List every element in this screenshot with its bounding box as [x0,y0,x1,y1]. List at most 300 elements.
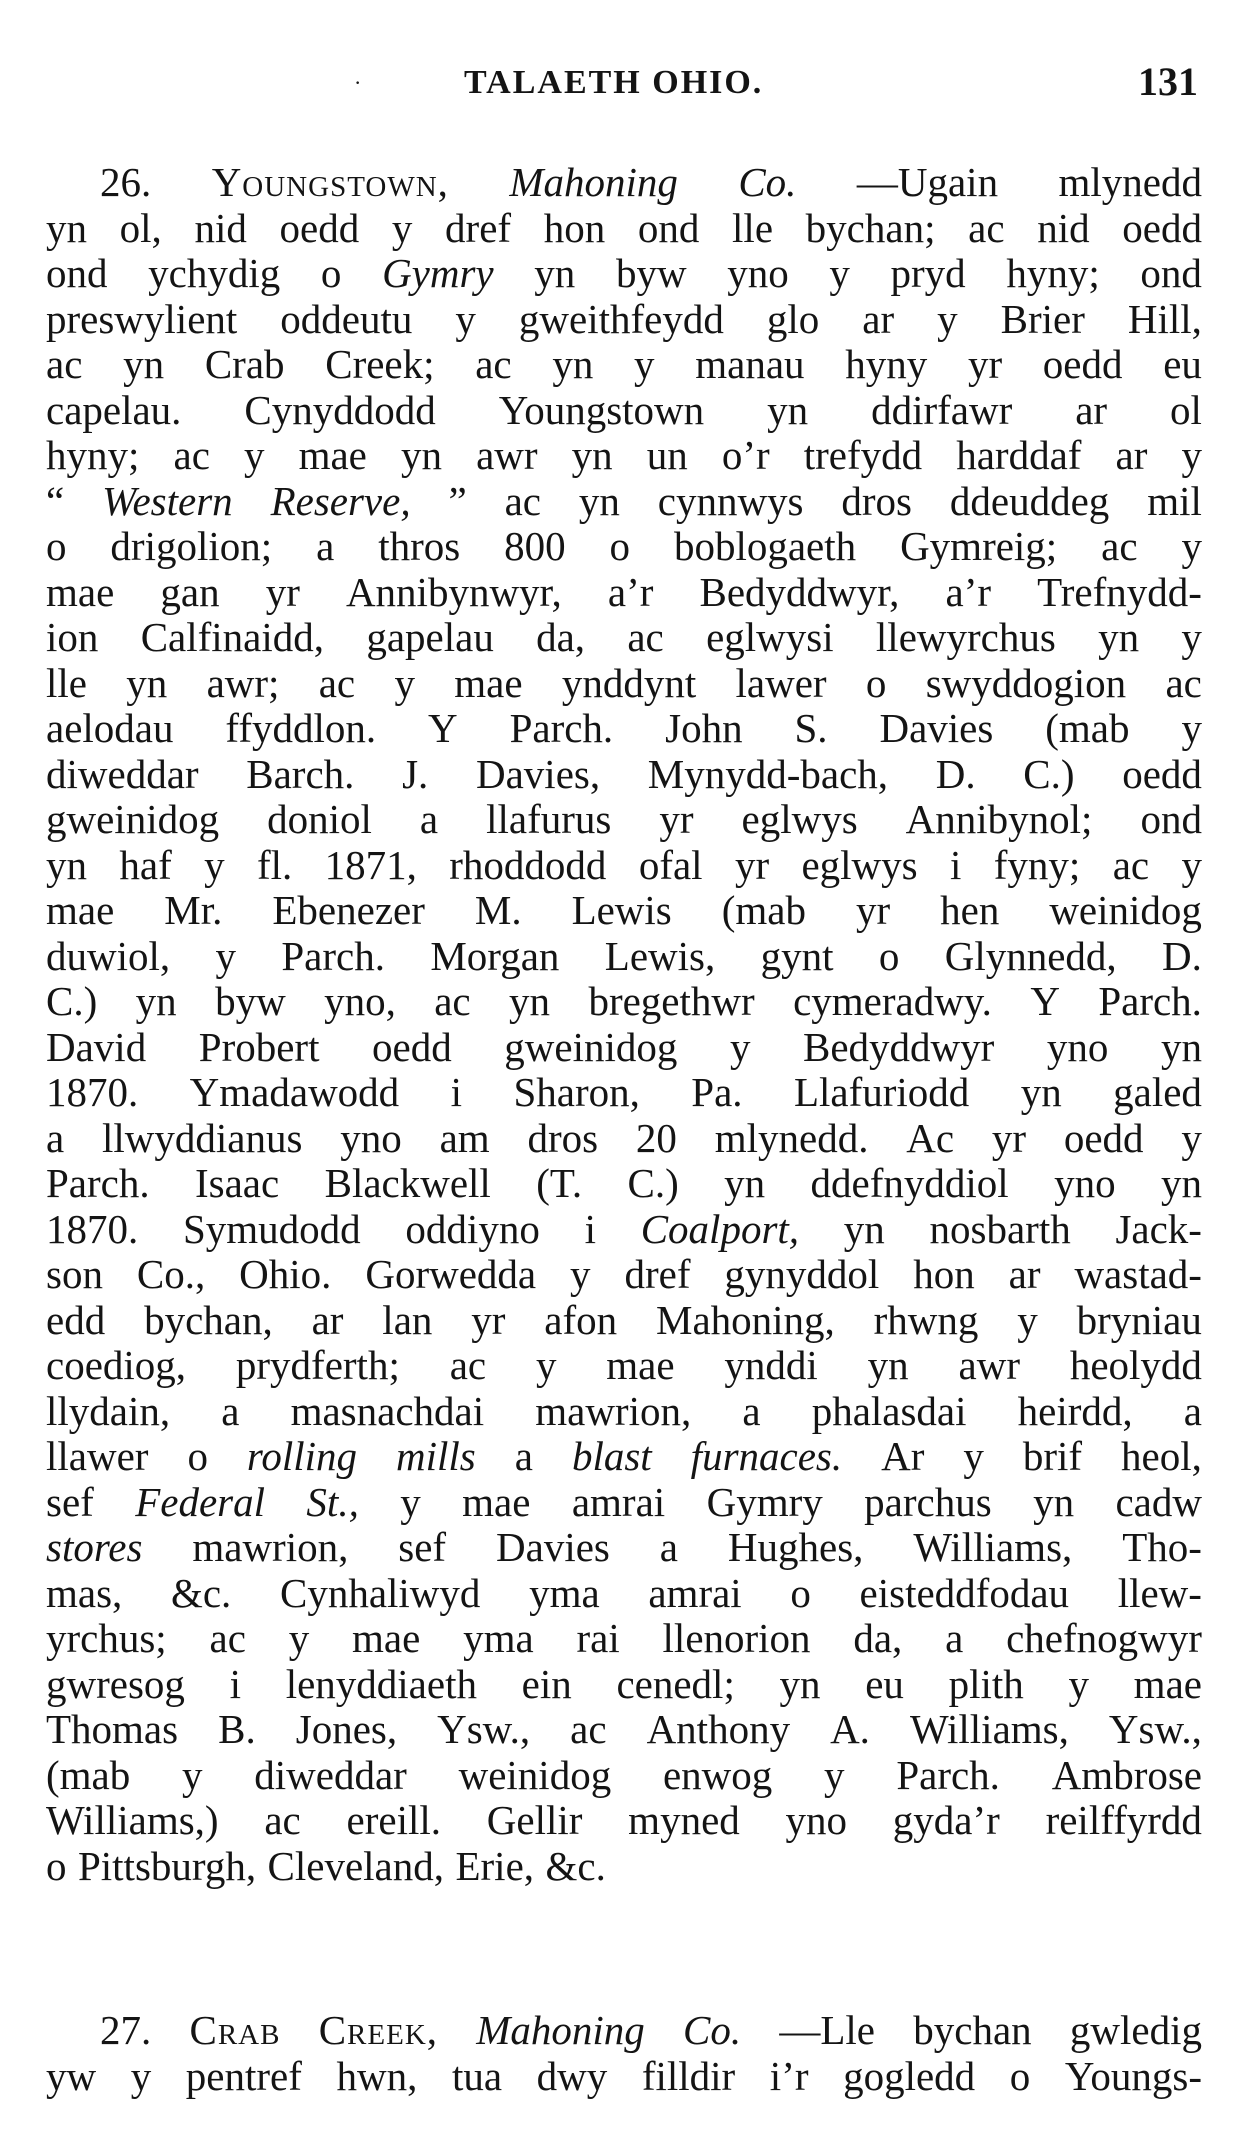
word: swyddogion [925,659,1127,706]
word: Gymry [382,250,494,296]
word: i [229,1660,242,1707]
word: diweddar [254,1751,407,1798]
word: mae [1133,1660,1202,1707]
word: Parch. [281,932,385,979]
text-line [46,2008,1202,2054]
word: Williams, [909,1706,1069,1752]
word: yr [471,1296,506,1343]
word: y [391,204,413,251]
text-line [46,1707,1202,1753]
text-line [46,570,1202,616]
word: lan [382,1296,433,1343]
word: Western [102,477,233,524]
text-line [46,1753,1202,1799]
word: brif [1022,1433,1083,1479]
word: heirdd, [1017,1387,1133,1434]
word: John [665,705,743,751]
text-line [46,752,1202,798]
word: yn [1020,1069,1062,1115]
word: Y [1030,978,1060,1024]
word: oedd [1122,204,1202,251]
word: ac [504,477,541,524]
word: ynddi [724,1342,818,1388]
word: Blackwell [324,1160,491,1206]
word: yn [46,841,87,888]
word: Tho- [1122,1524,1202,1570]
text-line [46,1798,1202,1844]
word: son [46,1251,103,1297]
word: afon [544,1296,618,1343]
word: y [1181,523,1202,569]
word: filldir [641,2052,736,2099]
word: myned [628,1797,740,1843]
word: hyny; [46,432,140,478]
word: ychydig [148,250,281,296]
word: harddaf [956,432,1082,478]
word: thros [378,523,461,569]
word: y [204,841,225,888]
word: “ [46,477,65,524]
word: doniol [267,796,372,842]
word: Ac [906,1114,955,1161]
text-line [46,1070,1202,1116]
word: furnaces. [690,1433,843,1479]
word: llawer [46,1433,149,1479]
word: ynddynt [561,659,697,706]
word: nid [194,204,247,251]
text-line [46,1844,1202,1890]
word: Bedyddwyr, [699,568,900,615]
word: bychan, [144,1296,273,1343]
word: am [439,1114,490,1161]
word: i [450,1069,463,1115]
word: ein [521,1660,572,1707]
word: Parch. [509,705,614,751]
word: prydferth; [235,1342,400,1388]
word: nid [1037,204,1090,251]
word: Youngstown, [211,159,449,205]
text-line [46,1025,1202,1071]
word: 26. [100,159,152,205]
word: y [1068,1660,1089,1707]
word: Youngs- [1064,2052,1202,2099]
page-number: 131 [1138,59,1198,104]
word: bryniau [1076,1296,1202,1343]
word: hyny; [1006,250,1100,296]
word: amrai [571,1478,666,1525]
word: rhwng [873,1296,979,1343]
word: parchus [864,1478,992,1525]
word: Trefnydd- [1037,568,1202,615]
word: yn [135,978,177,1024]
text-line [46,342,1202,388]
word: Annibynol; [905,796,1093,842]
text-line [46,1616,1202,1662]
word: yno [1046,1023,1109,1070]
entry-26-youngstown [46,160,1202,1889]
word: Crab [189,2007,281,2053]
word: D. [935,750,976,797]
word: ac [627,614,664,660]
word: y [535,1342,557,1388]
word: phalasdai [811,1387,967,1434]
word: yn [1160,1160,1202,1206]
word: bychan; [805,204,936,251]
word: Co. [683,2007,742,2053]
word: Annibynwyr, [345,568,562,615]
running-head-mark: · [354,70,362,95]
word: 27. [100,2007,152,2053]
word: A. [830,1706,870,1752]
word: y [1181,705,1202,751]
word: bychan [913,2007,1032,2053]
word: Bedyddwyr [803,1023,995,1070]
word: ac [46,341,83,387]
word: y [244,432,265,478]
word: (mab [46,1751,131,1798]
word: Ohio. [239,1251,332,1297]
word: Mahoning [476,2007,645,2053]
word: y [634,341,655,387]
word: 800 [504,523,566,569]
word: cymeradwy. [793,978,992,1024]
word: llafurus [486,796,612,842]
word: ond [637,204,700,251]
entry-27-crab-creek [46,2008,1202,2099]
word: Sharon, [513,1069,640,1115]
word: llew- [1117,1569,1202,1616]
text-line [46,1434,1202,1480]
word: Youngstown [498,386,705,433]
word: Thomas [46,1706,179,1752]
text-line [46,1161,1202,1207]
word: Davies, [476,750,601,797]
word: Creek; [325,341,435,387]
word: i [584,1205,596,1252]
word: Creek, [318,2007,439,2053]
word: pryd [890,250,966,296]
word: B. [218,1706,256,1752]
word: wastad- [1074,1251,1202,1297]
word: oedd [1122,750,1202,797]
word: llewyrchus [875,614,1056,660]
word: yn [534,250,576,296]
word: lle [46,659,87,706]
word: 20 [635,1114,677,1161]
word: Reserve, [270,477,411,524]
word: y [829,250,850,296]
word: y [729,1023,751,1070]
word: a [514,1433,533,1479]
word: y [937,295,958,342]
word: mae [462,1478,531,1525]
word: yn [843,1205,885,1252]
word: o [878,932,900,979]
word: &c. [545,1842,606,1889]
word: hwn, [336,2052,418,2099]
word: Pittsburgh, [77,1842,257,1889]
word: S. [794,705,828,751]
word: ond [1140,796,1202,842]
word: yno [785,1797,848,1843]
word: 1871, [324,841,417,888]
word: fl. [256,841,293,888]
text-line [46,1343,1202,1389]
text-line [46,388,1202,434]
word: awr; [206,659,280,706]
word: o’r [721,432,770,478]
word: 1870. [46,1069,139,1115]
text-line [46,297,1202,343]
word: mae [298,432,367,478]
word: y [570,1251,591,1297]
word: 1870. [46,1205,139,1252]
word: Erie, [455,1842,535,1889]
word: i [950,841,962,888]
word: mlynedd. [714,1114,869,1161]
word: ac [318,659,356,706]
word: edd [46,1296,106,1343]
word: llenorion [662,1615,811,1661]
word: Parch. [46,1160,150,1206]
text-line [46,888,1202,934]
word: trefydd [803,432,923,478]
word: yn [779,1660,821,1707]
word: sef [398,1524,447,1570]
word: y [824,1751,845,1798]
word: mae [352,1615,421,1661]
word: ac [1101,523,1138,569]
word: ion [46,614,99,660]
word: awr [958,1342,1020,1388]
word: Morgan [430,932,560,979]
word: ar [1008,1251,1041,1297]
word: Gorwedda [365,1251,537,1297]
word: yn [867,1342,909,1388]
word: cadw [1115,1478,1202,1525]
word: a [742,1387,761,1434]
word: oddeutu [280,295,413,342]
word: Gymreig; [900,523,1058,569]
word: o [1009,2052,1031,2099]
word: da, [536,614,586,660]
word: yn [509,978,551,1024]
word: Ar [881,1433,925,1479]
word: bregethwr [588,978,755,1024]
word: ffyddlon. [225,705,377,751]
word: reilffyrdd [1045,1797,1202,1843]
word: ofal [638,841,703,888]
word: ol [1170,386,1202,433]
word: a [659,1524,678,1570]
word: Co. [738,159,797,205]
word: hon [913,1251,975,1297]
word: yn [123,341,165,387]
word: gogledd [843,2052,976,2099]
word: lenyddiaeth [285,1660,477,1707]
word: Ysw., [1108,1706,1202,1752]
word: Symudodd [182,1205,361,1252]
word: yn [126,659,168,706]
word: a [221,1387,240,1434]
word: a’r [945,568,992,615]
word: oddiyno [405,1205,540,1252]
word: coediog, [46,1342,187,1388]
word: drigolion; [110,523,273,569]
word: nosbarth [929,1205,1071,1252]
word: Parch. [1098,978,1202,1024]
word: gyda’r [892,1797,1000,1843]
word: o [46,523,67,569]
word: ar [311,1296,344,1343]
word: —Ugain [856,159,999,205]
word: y [963,1433,984,1479]
word: Calfinaidd, [140,614,325,660]
word: yma [463,1615,534,1661]
word: mae [454,659,523,706]
text-line [46,661,1202,707]
word: Cynhaliwyd [279,1569,481,1616]
text-line [46,1480,1202,1526]
word: Lewis, [604,932,716,979]
word: mawrion, [192,1524,349,1570]
word: yno [727,250,789,296]
word: a [316,523,335,569]
word: yr [855,887,891,933]
word: weinidog [1049,887,1202,933]
word: ” [448,477,467,524]
word: gwresog [46,1660,185,1707]
word: sef [46,1478,94,1525]
word: weinidog [458,1751,612,1798]
word: Williams, [913,1524,1073,1570]
word: duwiol, [46,932,171,979]
word: o [187,1433,208,1479]
text-line [46,934,1202,980]
word: yn [1033,1478,1075,1525]
word: un [646,432,688,478]
word: ond [46,250,108,296]
word: gan [160,568,220,615]
word: yno [1054,1160,1116,1206]
word: fyny; [993,841,1081,888]
text-line [46,2054,1202,2100]
word: y [455,295,476,342]
word: rai [576,1615,620,1661]
word: mlynedd [1058,159,1202,205]
word: pentref [185,2052,302,2099]
word: y [1181,614,1202,660]
word: Coalport, [640,1205,800,1252]
word: yn [400,432,442,478]
word: masnachdai [290,1387,485,1434]
word: manau [695,341,805,387]
word: y [182,1751,203,1798]
word: ac [173,432,210,478]
word: —Lle [779,2007,876,2053]
word: Brier [1000,295,1085,342]
word: Ysw., [437,1706,531,1752]
word: yr [265,568,300,615]
word: awr [476,432,538,478]
word: oedd [279,204,360,251]
word: Barch. [246,750,355,797]
text-line [46,1389,1202,1435]
word: gweithfeydd [518,295,724,342]
word: plith [948,1660,1024,1707]
word: mil [1147,477,1202,524]
word: dwy [536,2052,608,2099]
word: Davies [496,1524,610,1570]
word: Hughes, [727,1524,864,1570]
word: Hill, [1127,295,1202,342]
word: Ebenezer [272,887,425,933]
word: mawrion, [535,1387,692,1434]
word: o [865,659,887,706]
word: y [1017,1296,1038,1343]
running-head [48,58,1198,108]
word: Jones, [295,1706,398,1752]
word: mae [46,568,115,615]
word: ac [968,204,1005,251]
word: mae [46,887,115,933]
word: yn [1098,614,1140,660]
word: hon [543,204,606,251]
word: oedd [1063,1114,1144,1161]
word: tua [451,2052,503,2099]
word: y [215,932,237,979]
word: mae [606,1342,675,1388]
text-line [46,1662,1202,1708]
word: ar [1115,432,1148,478]
word: Mynydd-bach, [647,750,889,797]
word: Gellir [486,1797,583,1843]
word: gwledig [1069,2007,1202,2053]
word: J. [402,750,429,797]
word: Mr. [164,887,223,933]
word: dros [527,1114,599,1161]
word: a [945,1615,964,1661]
word: o [320,250,342,296]
word: yn [571,432,613,478]
word: boblogaeth [673,523,857,569]
word: ddefnyddiol [810,1160,1009,1206]
word: o [609,523,631,569]
word: da, [853,1615,903,1661]
word: oedd [372,1023,452,1070]
word: cenedl; [616,1660,735,1707]
word: Probert [198,1023,320,1070]
word: ac [209,1615,246,1661]
word: Isaac [195,1160,280,1206]
word: David [46,1023,147,1070]
word: &c. [170,1569,232,1616]
word: mas, [46,1569,123,1616]
word: y [130,2052,152,2099]
word: yno, [324,978,396,1024]
word: Ambrose [1051,1751,1202,1798]
word: yn [46,204,87,251]
text-line [46,1525,1202,1571]
word: Jack- [1115,1205,1202,1252]
word: D. [1162,932,1202,979]
word: ar [862,295,895,342]
word: rhoddodd [449,841,607,888]
text-line [46,524,1202,570]
word: yrchus; [46,1615,167,1661]
word: Glynnedd, [944,932,1117,979]
word: Gymry [706,1478,823,1525]
